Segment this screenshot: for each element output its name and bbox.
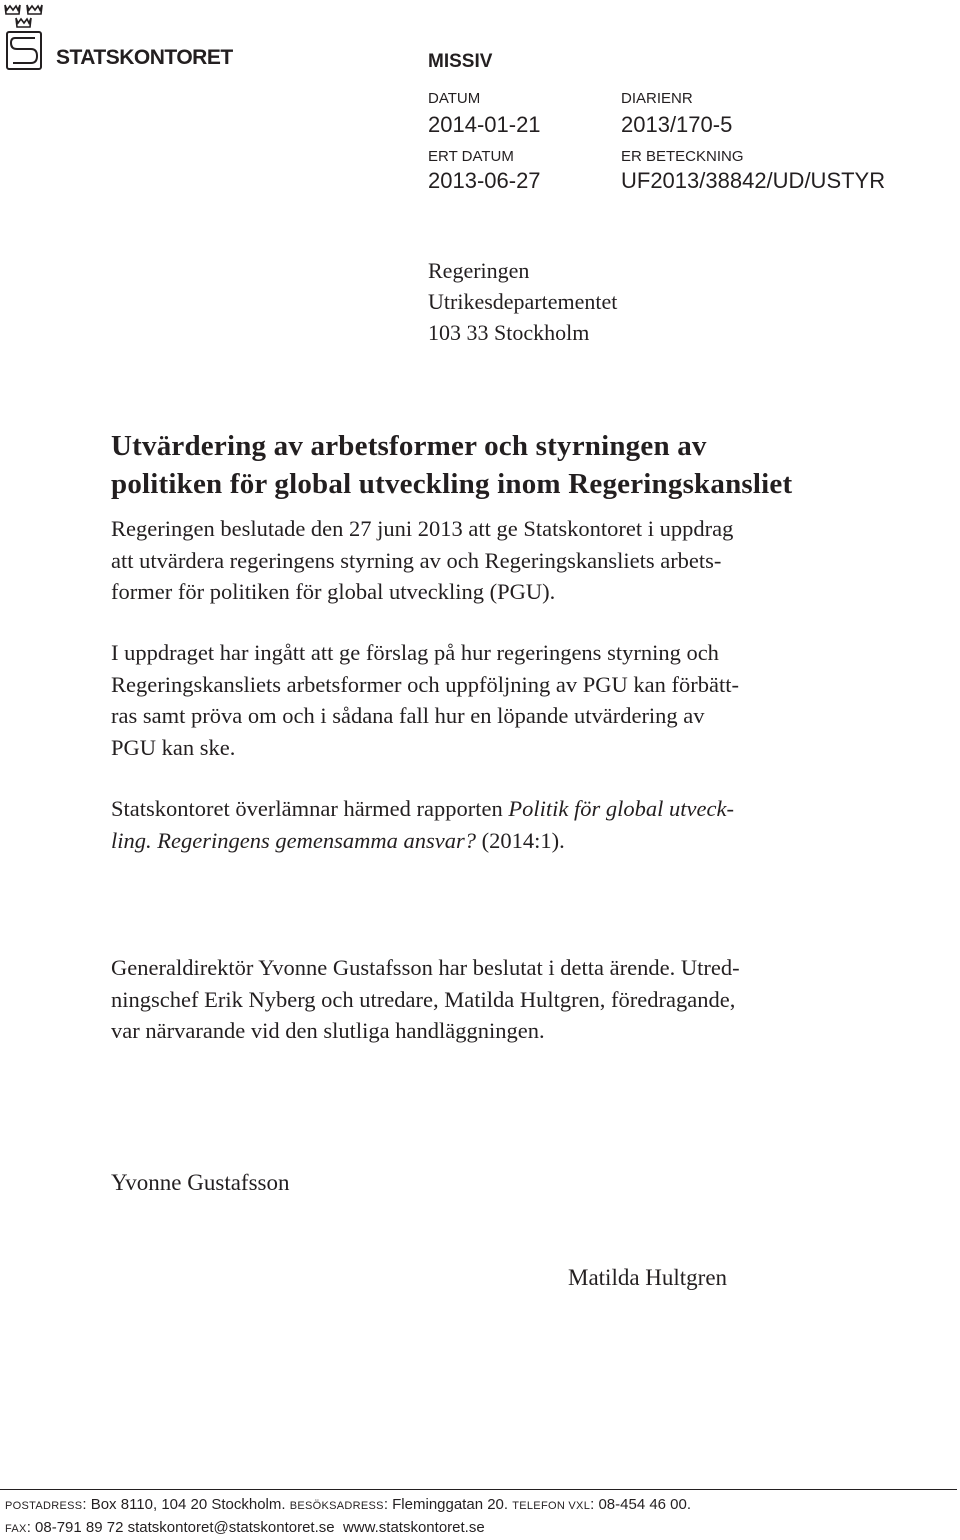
three-crowns-s-mark-icon [3, 2, 45, 72]
paragraph-assignment [111, 513, 891, 608]
text-line: I uppdraget har ingått att ge förslag på hur regeringens styrning och [111, 640, 719, 665]
website-link[interactable]: www.statskontoret.se [342, 1519, 485, 1536]
besoksadress-value: : Fleminggatan 20. [383, 1496, 513, 1513]
email-link[interactable]: statskontoret@statskontoret.se [127, 1519, 335, 1536]
signature-name-first: Yvonne Gustafsson [111, 1170, 290, 1195]
text-line: former för politiken för global utveckling (PGU). [111, 579, 556, 604]
footer-contact [5, 1494, 691, 1540]
besoksadress-label: BESÖKSADRESS [289, 1500, 384, 1512]
paragraph-decision [111, 952, 891, 1047]
text-line: Regeringskansliets arbetsformer och uppföljning av PGU kan förbätt- [111, 671, 739, 697]
text-line: att utvärdera regeringens styrning av och Regeringskansliets arbets- [111, 547, 722, 573]
datum-label: DATUM [428, 90, 481, 107]
text-line: var närvarande vid den slutliga handläggningen. [111, 1018, 545, 1043]
postadress-label: POSTADRESS [5, 1500, 83, 1512]
paragraph-scope [111, 637, 891, 763]
footer-divider [0, 1489, 957, 1490]
fax-label: FAX [5, 1523, 27, 1535]
footer-line-1 [5, 1494, 691, 1517]
text-line [111, 825, 891, 857]
document-title [111, 427, 792, 503]
report-title-italic: Politik för global utveck- [508, 796, 734, 821]
document-type: MISSIV [428, 51, 493, 72]
text-line: PGU kan ske. [111, 734, 236, 760]
telefon-value: : 08-454 46 00. [590, 1496, 692, 1513]
logo-wordmark: STATSKONTORET [56, 46, 233, 69]
footer-line-2 [5, 1517, 691, 1540]
text-line: ningschef Erik Nyberg och utredare, Matilda Hultgren, föredragande, [111, 986, 736, 1012]
paragraph-report-submission [111, 793, 891, 856]
signature-name-second: Matilda Hultgren [568, 1265, 728, 1290]
report-title-italic: ling. Regeringens gemensamma ansvar? [111, 827, 476, 853]
ert-datum-label: ERT DATUM [428, 148, 514, 165]
er-beteckning-value: UF2013/38842/UD/USTYR [621, 168, 886, 193]
text-line: Generaldirektör Yvonne Gustafsson har beslutat i detta ärende. Utred- [111, 955, 740, 980]
text-line: Regeringen beslutade den 27 juni 2013 att ge Statskontoret i uppdrag [111, 516, 734, 541]
text-plain: (2014:1). [475, 827, 565, 853]
telefon-label: TELEFON VXL [512, 1500, 591, 1512]
er-beteckning-label: ER BETECKNING [621, 148, 744, 165]
ert-datum-value: 2013-06-27 [428, 168, 541, 193]
recipient-address [428, 255, 617, 348]
datum-value: 2014-01-21 [428, 112, 541, 137]
postadress-value: : Box 8110, 104 20 Stockholm. [82, 1496, 290, 1513]
address-line: Regeringen [428, 258, 530, 283]
address-line: 103 33 Stockholm [428, 320, 590, 345]
title-line: Utvärdering av arbetsformer och styrningen av [111, 430, 707, 462]
diarienr-label: DIARIENR [621, 90, 693, 107]
fax-value: : 08-791 89 72 [26, 1519, 128, 1536]
text-line: ras samt pröva om och i sådana fall hur en löpande utvärdering av [111, 703, 705, 728]
address-line: Utrikesdepartementet [428, 289, 618, 314]
text-line [111, 793, 891, 825]
title-line: politiken för global utveckling inom Regeringskansliet [111, 468, 793, 500]
diarienr-value: 2013/170-5 [621, 112, 733, 137]
text-plain: Statskontoret överlämnar härmed rapporten [111, 796, 509, 821]
